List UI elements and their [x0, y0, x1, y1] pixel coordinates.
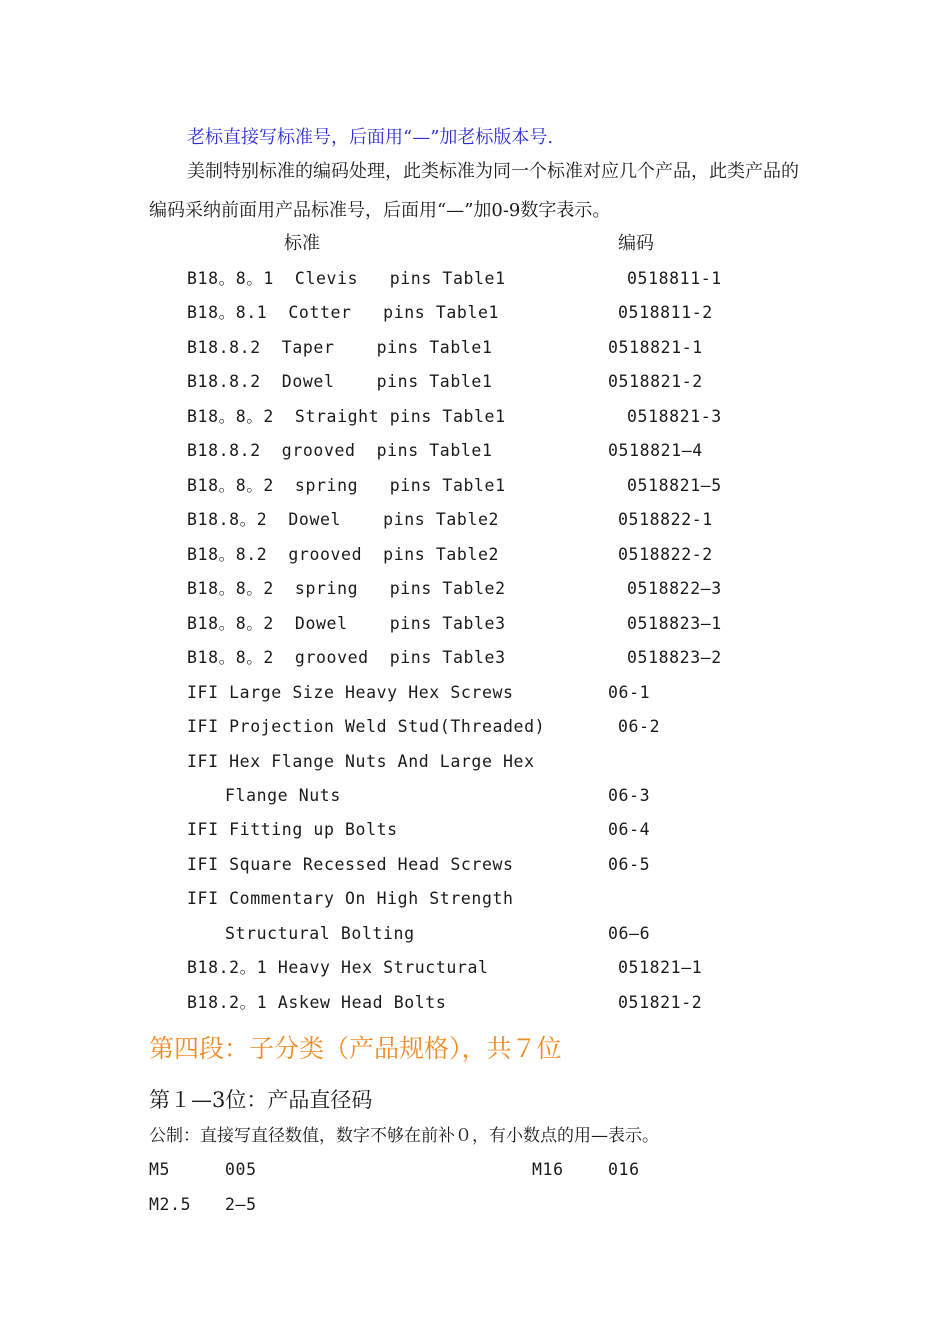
row-code: 0518823—2: [627, 648, 722, 667]
row-standard: B18。8.2 grooved pins Table2: [187, 545, 500, 564]
metric-note: 公制：直接写直径数值，数字不够在前补０，有小数点的用—表示。: [149, 1126, 659, 1146]
row-standard-continued: Structural Bolting: [225, 924, 415, 943]
row-code: 0518821—5: [627, 476, 722, 495]
row-standard: B18。8。2 Dowel pins Table3: [187, 614, 506, 633]
row-standard: B18。8。2 spring pins Table2: [187, 579, 506, 598]
row-code: 0518821-1: [608, 338, 703, 357]
row-standard: B18.8.2 Taper pins Table1: [187, 338, 493, 357]
row-standard: IFI Large Size Heavy Hex Screws: [187, 683, 514, 702]
row-code: 06-5: [608, 855, 651, 874]
row-standard: B18.8.2 grooved pins Table1: [187, 441, 493, 460]
row-standard: B18。8。2 grooved pins Table3: [187, 648, 506, 667]
example-label: M5: [149, 1160, 171, 1179]
row-standard: B18.2。1 Heavy Hex Structural: [187, 958, 489, 977]
row-standard: B18。8。2 spring pins Table1: [187, 476, 506, 495]
row-standard-continued: Flange Nuts: [225, 786, 341, 805]
row-code: 051821—1: [618, 958, 703, 977]
intro-line-1: 老标直接写标准号，后面用“—”加老标版本号.: [187, 127, 554, 148]
example-code: 016: [608, 1160, 640, 1179]
row-code: 06-2: [618, 717, 661, 736]
row-code: 06-3: [608, 786, 651, 805]
table-header-code: 编码: [618, 233, 654, 254]
table-header-standard: 标准: [284, 233, 320, 254]
intro-line-2: 美制特别标准的编码处理，此类标准为同一个标准对应几个产品，此类产品的: [187, 161, 799, 182]
row-code: 06-1: [608, 683, 651, 702]
example-code: 2—5: [225, 1195, 257, 1214]
row-code: 06—6: [608, 924, 651, 943]
row-code: 0518822-2: [618, 545, 713, 564]
intro-line-3: 编码采纳前面用产品标准号，后面用“—”加0-9数字表示。: [149, 200, 611, 221]
row-code: 06-4: [608, 820, 651, 839]
row-standard: IFI Hex Flange Nuts And Large Hex: [187, 752, 535, 771]
row-code: 0518823—1: [627, 614, 722, 633]
example-label: M16: [532, 1160, 564, 1179]
row-code: 0518821-2: [608, 372, 703, 391]
row-standard: B18。8。2 Straight pins Table1: [187, 407, 506, 426]
row-standard: B18.8。2 Dowel pins Table2: [187, 510, 500, 529]
row-code: 0518822—3: [627, 579, 722, 598]
row-standard: B18。8.1 Cotter pins Table1: [187, 303, 500, 322]
row-standard: B18.2。1 Askew Head Bolts: [187, 993, 447, 1012]
row-code: 0518811-1: [627, 269, 722, 288]
subsection-title: 第１—3位：产品直径码: [149, 1088, 373, 1112]
row-code: 051821-2: [618, 993, 703, 1012]
row-code: 0518821—4: [608, 441, 703, 460]
row-standard: IFI Fitting up Bolts: [187, 820, 398, 839]
row-standard: IFI Commentary On High Strength: [187, 889, 514, 908]
row-code: 0518811-2: [618, 303, 713, 322]
example-code: 005: [225, 1160, 257, 1179]
section-title: 第四段：子分类（产品规格），共７位: [149, 1034, 562, 1063]
example-label: M2.5: [149, 1195, 192, 1214]
row-standard: B18。8。1 Clevis pins Table1: [187, 269, 506, 288]
row-standard: IFI Square Recessed Head Screws: [187, 855, 514, 874]
row-code: 0518821-3: [627, 407, 722, 426]
row-standard: B18.8.2 Dowel pins Table1: [187, 372, 493, 391]
row-code: 0518822-1: [618, 510, 713, 529]
row-standard: IFI Projection Weld Stud(Threaded): [187, 717, 546, 736]
